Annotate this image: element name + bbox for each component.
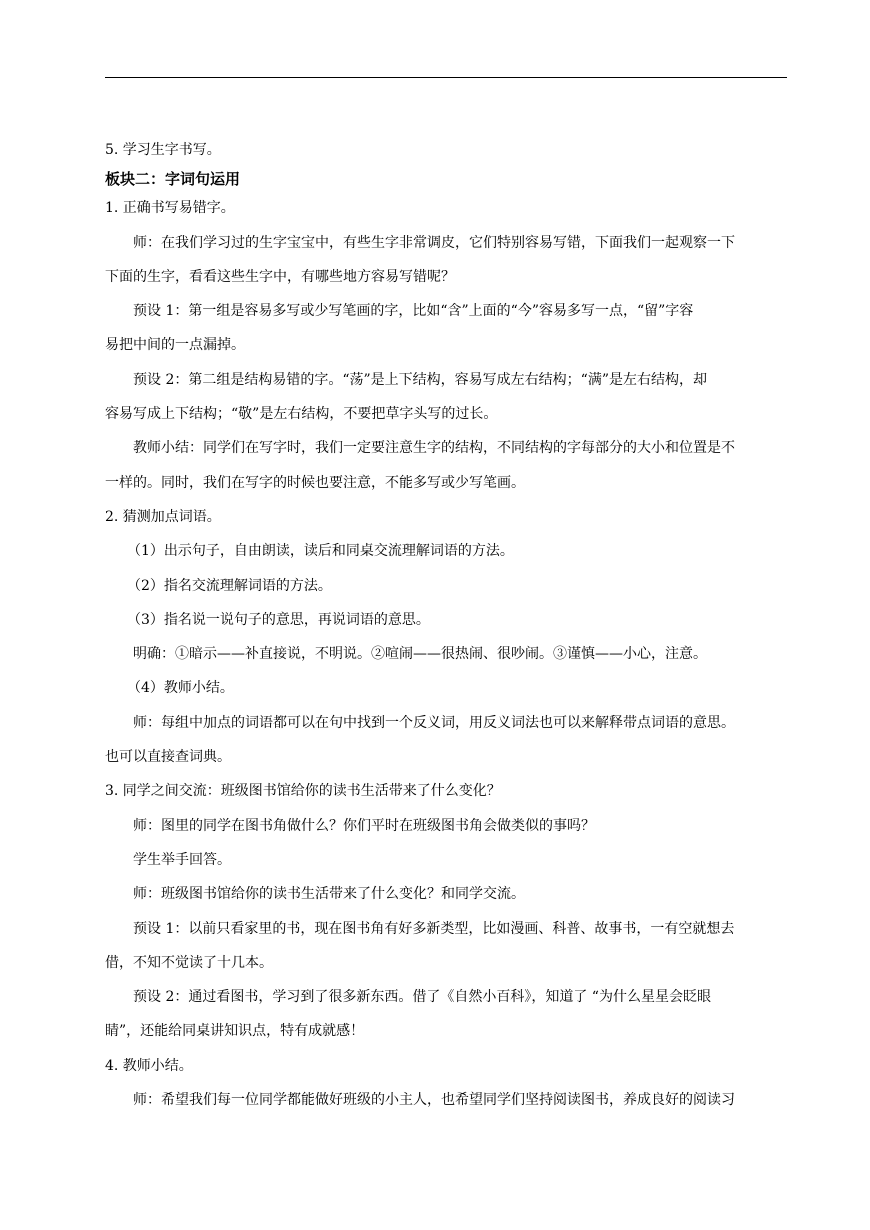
- subsection-3-title: 3. 同学之间交流：班级图书馆给你的读书生活带来了什么变化？: [105, 783, 501, 800]
- text-line: 下面的生字，看看这些生字中，有哪些地方容易写错呢？: [105, 268, 455, 285]
- text-line: 师：每组中加点的词语都可以在句中找到一个反义词，用反义词法也可以来解释带点词语的意思。: [133, 714, 735, 731]
- paragraph-preset-3: [105, 919, 789, 974]
- text-line: 易把中间的一点漏掉。: [105, 337, 245, 354]
- student-response: 学生举手回答。: [133, 851, 231, 868]
- subsection-2-title: 2. 猜测加点词语。: [105, 508, 221, 525]
- clarification: 明确：①暗示——补直接说，不明说。②喧闹——很热闹、很吵闹。③谨慎——小心，注意。: [133, 646, 707, 663]
- header-rule: [105, 77, 787, 78]
- paragraph-teacher-summary: [105, 438, 789, 493]
- text-line: 教师小结：同学们在写字时，我们一定要注意生字的结构，不同结构的字每部分的大小和位置是不: [133, 440, 735, 457]
- teacher-question-2: 师：班级图书馆给你的读书生活带来了什么变化？和同学交流。: [133, 886, 525, 903]
- paragraph-teacher-1: [105, 233, 789, 288]
- teacher-question: 师：图里的同学在图书角做什么？你们平时在班级图书角会做类似的事吗？: [133, 817, 595, 834]
- step-1: （1）出示句子，自由朗读，读后和同桌交流理解词语的方法。: [127, 543, 514, 560]
- paragraph-teacher-2: [105, 713, 789, 768]
- text-line: 睛”，还能给同桌讲知识点，特有成就感！: [105, 1023, 365, 1040]
- text-line: 预设 2：第二组是结构易错的字。“荡”是上下结构，容易写成左右结构；“满”是左右结构，却: [133, 371, 707, 388]
- text-line: 师：在我们学习过的生字宝宝中，有些生字非常调皮，它们特别容易写错，下面我们一起观察一下: [133, 234, 735, 251]
- text-line: 也可以直接查词典。: [105, 749, 231, 766]
- text-line: 预设 1：以前只看家里的书，现在图书角有好多新类型，比如漫画、科普、故事书，一有空就想去: [133, 920, 735, 937]
- paragraph-preset-2: [105, 370, 789, 425]
- text-line: 借，不知不觉读了十几本。: [105, 954, 273, 971]
- text-line: 预设 1：第一组是容易多写或少写笔画的字，比如“含”上面的“今”容易多写一点，“留”字容: [133, 303, 694, 320]
- item-5-text: 5. 学习生字书写。: [105, 142, 221, 158]
- step-4: （4）教师小结。: [127, 680, 234, 697]
- subsection-1-title: 1. 正确书写易错字。: [105, 200, 235, 217]
- text-line: 一样的。同时，我们在写字的时候也要注意，不能多写或少写笔画。: [105, 474, 525, 491]
- paragraph-preset-1: [105, 301, 789, 356]
- text-line: 容易写成上下结构；“敬”是左右结构，不要把草字头写的过长。: [105, 406, 498, 423]
- document-body: [105, 140, 789, 1124]
- text-line: 预设 2：通过看图书，学习到了很多新东西。借了《自然小百科》，知道了 “为什么星星会眨眼: [133, 989, 711, 1006]
- step-3: （3）指名说一说句子的意思，再说词语的意思。: [127, 611, 430, 628]
- teacher-closing: 师：希望我们每一位同学都能做好班级的小主人，也希望同学们坚持阅读图书，养成良好的阅读习: [133, 1092, 735, 1109]
- paragraph-preset-4: [105, 987, 789, 1042]
- step-2: （2）指名交流理解词语的方法。: [127, 577, 332, 594]
- section-heading: 板块二：字词句运用: [105, 170, 241, 189]
- subsection-4-title: 4. 教师小结。: [105, 1057, 193, 1074]
